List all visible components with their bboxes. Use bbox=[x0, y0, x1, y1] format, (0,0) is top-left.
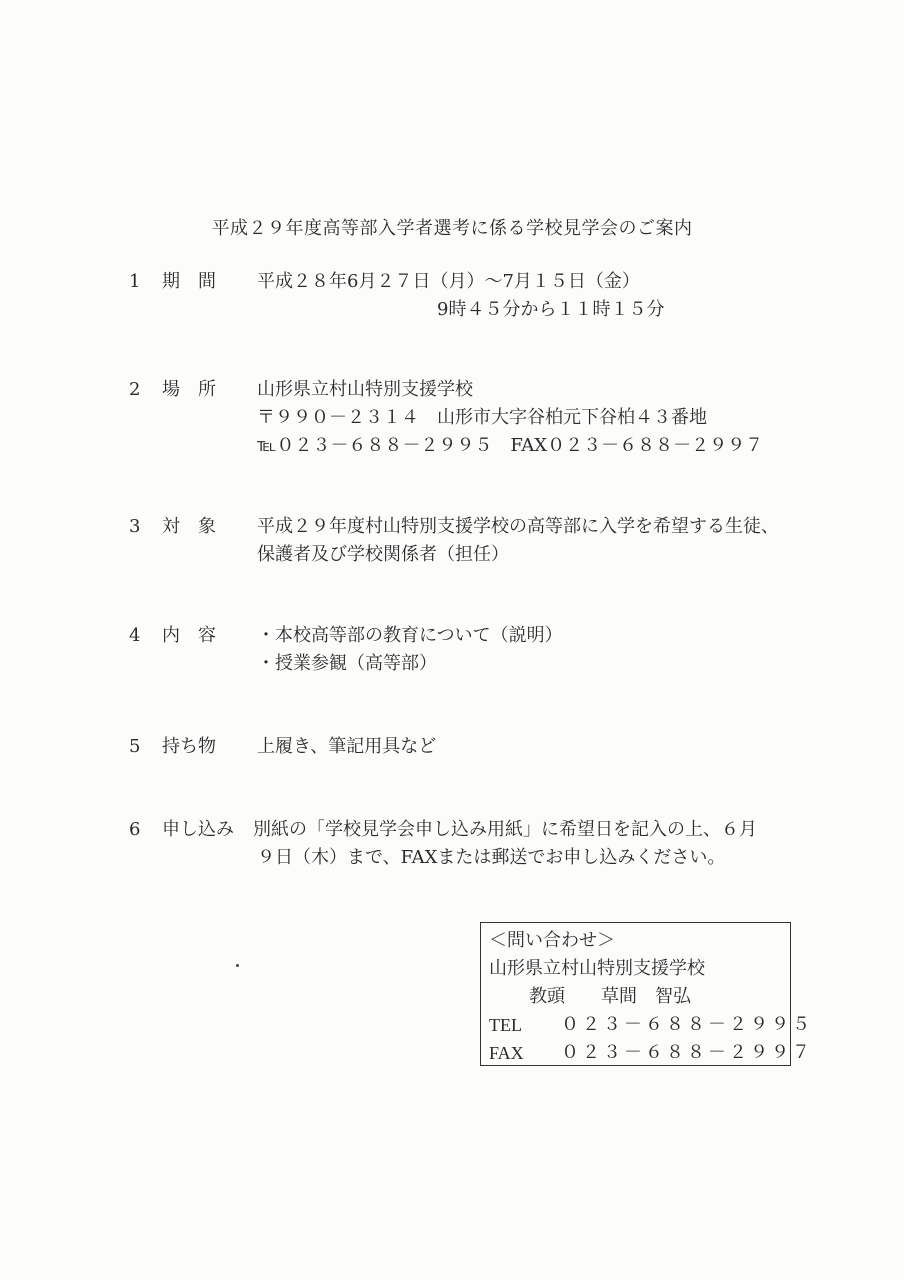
contact-tel-number: ０２３－６８８－２９９５ bbox=[561, 1014, 813, 1035]
contact-fax-number: ０２３－６８８－２９９７ bbox=[561, 1042, 813, 1063]
contents-item-1: ・本校高等部の教育について（説明） bbox=[257, 625, 563, 646]
application-line-2: ９日（木）まで、FAXまたは郵送でお申し込みください。 bbox=[257, 847, 726, 868]
document-title: 平成２９年度高等部入学者選考に係る学校見学会のご案内 bbox=[211, 218, 693, 239]
section-label: 申し込み bbox=[162, 819, 234, 840]
period-dates: 平成２８年6月２７日（月）～7月１５日（金） bbox=[257, 271, 640, 292]
section-content bbox=[257, 268, 664, 324]
target-line-1: 平成２９年度村山特別支援学校の高等部に入学を希望する生徒、 bbox=[257, 516, 779, 537]
contact-fax-label: FAX bbox=[489, 1043, 524, 1063]
section-content bbox=[257, 376, 763, 460]
section-number: 1 bbox=[129, 271, 141, 292]
section-content bbox=[257, 513, 779, 569]
section-label: 場 所 bbox=[162, 379, 216, 400]
target-line-2: 保護者及び学校関係者（担任） bbox=[257, 544, 509, 565]
place-phone-fax: ℡０２３－６８８－２９９５ FAX０２３－６８８－２９９７ bbox=[257, 435, 764, 456]
section-label: 期 間 bbox=[162, 271, 216, 292]
place-school-name: 山形県立村山特別支援学校 bbox=[257, 379, 473, 400]
contact-heading: ＜問い合わせ＞ bbox=[489, 930, 615, 951]
section-label: 内 容 bbox=[162, 625, 216, 646]
place-address: 〒９９０－２３１４ 山形市大字谷柏元下谷柏４３番地 bbox=[257, 407, 707, 428]
section-content bbox=[257, 622, 563, 678]
contact-role: 教頭 bbox=[529, 986, 565, 1007]
section-number: 2 bbox=[129, 379, 141, 400]
application-line-1: 別紙の「学校見学会申し込み用紙」に希望日を記入の上、６月 bbox=[253, 819, 757, 840]
section-label: 対 象 bbox=[162, 516, 216, 537]
contact-box bbox=[480, 922, 813, 1066]
section-content bbox=[253, 816, 757, 872]
contact-person bbox=[489, 983, 790, 1011]
stray-dot bbox=[236, 964, 239, 967]
section-content bbox=[257, 733, 436, 761]
section-label: 持ち物 bbox=[162, 736, 216, 757]
section-number: 4 bbox=[129, 625, 141, 646]
contact-tel bbox=[489, 1011, 813, 1039]
contact-school: 山形県立村山特別支援学校 bbox=[489, 958, 705, 979]
section-number: 3 bbox=[129, 516, 141, 537]
section-number: 6 bbox=[129, 819, 141, 840]
contact-name: 草間 智弘 bbox=[601, 986, 691, 1007]
section-number: 5 bbox=[129, 736, 141, 757]
contact-tel-label: TEL bbox=[489, 1015, 522, 1035]
period-times: 9時４５分から１１時１５分 bbox=[437, 299, 665, 320]
contents-item-2: ・授業参観（高等部） bbox=[257, 653, 437, 674]
belongings-text: 上履き、筆記用具など bbox=[257, 736, 437, 757]
contact-fax bbox=[489, 1039, 813, 1067]
